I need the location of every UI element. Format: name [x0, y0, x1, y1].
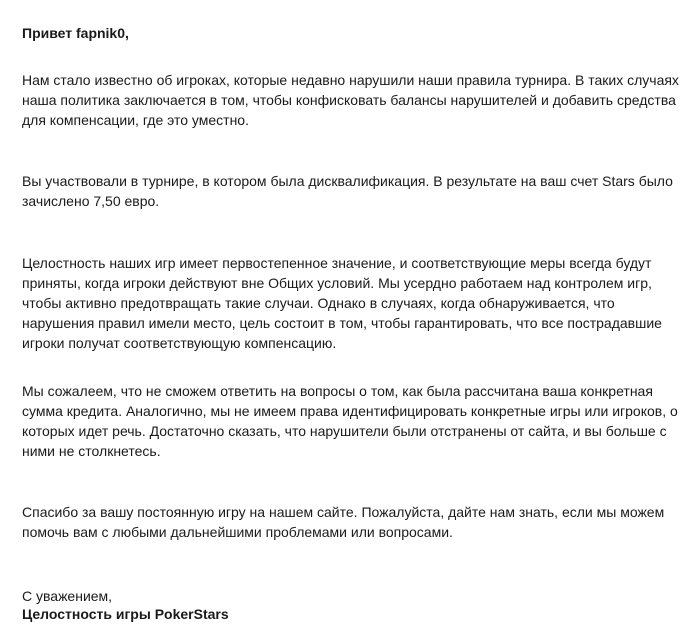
paragraph-policy: Нам стало известно об игроках, которые недавно нарушили наши правила турнира. В таких случаях наша политика заключается в том, чтобы конфисковать балансы нарушителей и добавить средства для компенсации, где это уместно.	[22, 72, 679, 128]
paragraph-thanks: Спасибо за вашу постоянную игру на нашем сайте. Пожалуйста, дайте нам знать, если мы можем помочь вам с любыми дальнейшими проблемами или вопросами.	[22, 504, 665, 540]
paragraph-integrity: Целостность наших игр имеет первостепенное значение, и соответствующие меры всегда будут приняты, когда игроки действуют вне Общих условий. Мы усердно работаем над контролем игр, чтобы активно предотвращать такие случаи. Однако в случаях, когда обнаруживается, что нарушения правил имели место, цель состоит в том, чтобы гарантировать, что все пострадавшие игроки получат соответствующую компенсацию.	[22, 255, 662, 351]
greeting: Привет fapnik0,	[22, 25, 129, 41]
signature: Целостность игры PokerStars	[22, 606, 229, 622]
paragraph-credit: Вы участвовали в турнире, в котором была дисквалификация. В результате на ваш счет Stars было зачислено 7,50 евро.	[22, 173, 673, 209]
closing: С уважением,	[22, 588, 113, 604]
paragraph-regret: Мы сожалеем, что не сможем ответить на вопросы о том, как была рассчитана ваша конкретная сумма кредита. Аналогично, мы не имеем права идентифицировать конкретные игры или игроков, о которых идет речь. Достаточно сказать, что нарушители были отстранены от сайта, и вы больше с ними не столкнетесь.	[22, 383, 678, 459]
